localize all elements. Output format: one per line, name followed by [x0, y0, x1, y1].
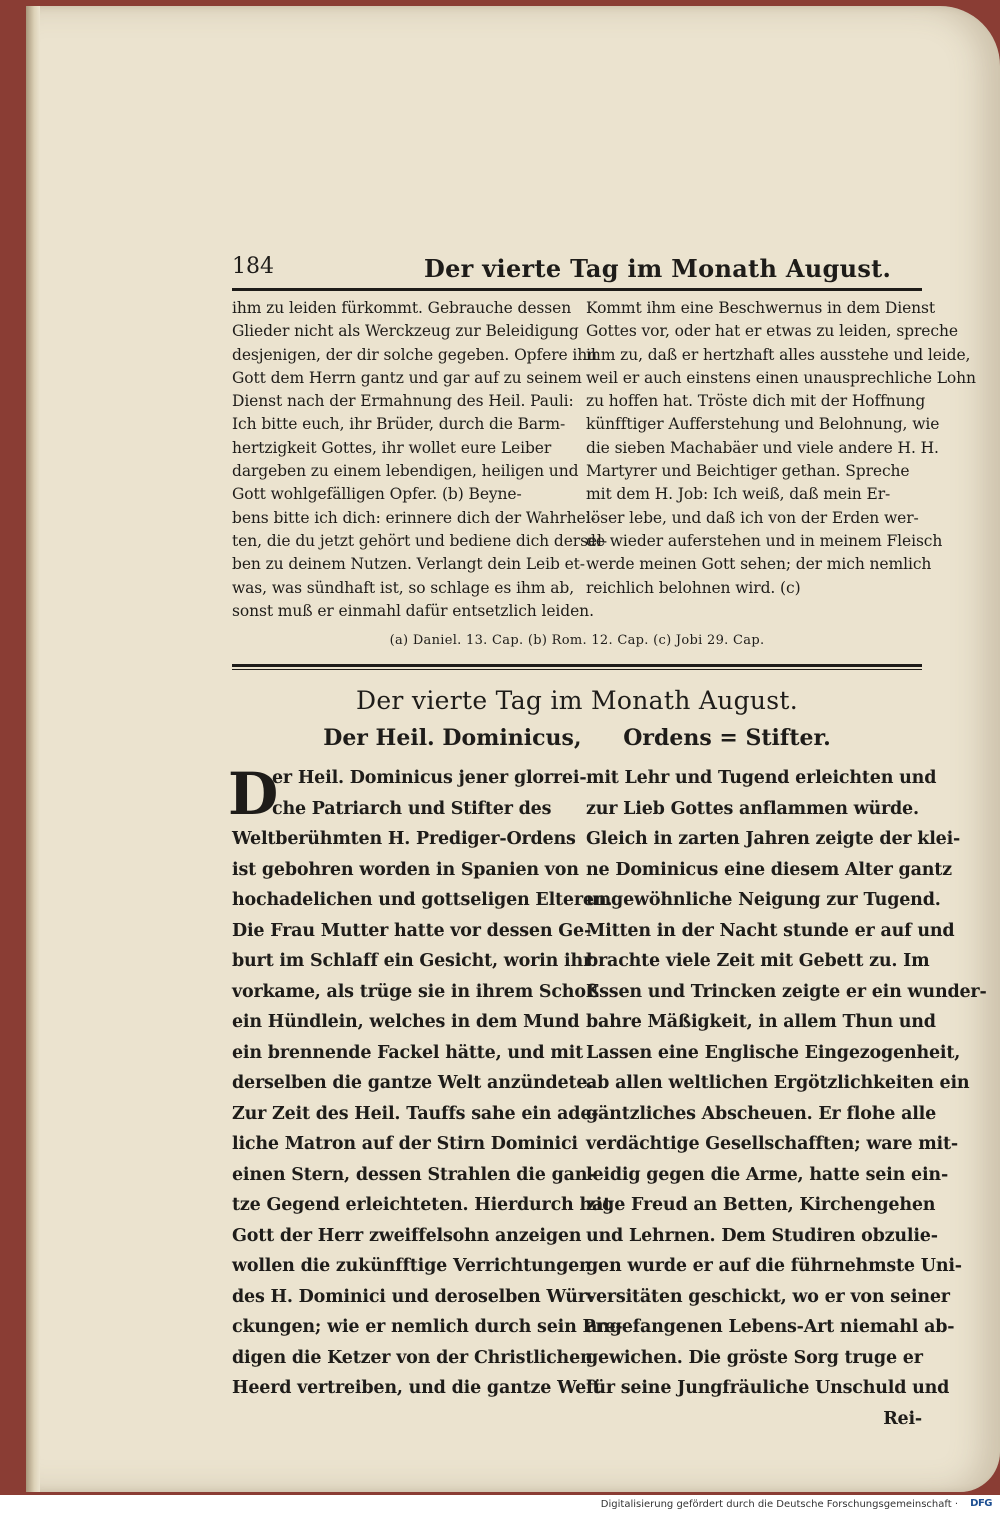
text-line: wollen die zukünfftige Verrichtungen	[232, 1256, 592, 1277]
text-line: mit Lehr und Tugend erleichten und	[586, 768, 937, 789]
upper-left-column	[232, 297, 607, 623]
section-subtitle	[232, 725, 922, 751]
text-line: liche Matron auf der Stirn Dominici	[232, 1134, 578, 1155]
text-line: Gott der Herr zweiffelsohn anzeigen	[232, 1225, 582, 1246]
text-line: Martyrer und Beichtiger gethan. Spreche	[586, 462, 910, 481]
text-line: künfftiger Aufferstehung und Belohnung, wie	[586, 415, 940, 434]
text-line: Glieder nicht als Werckzeug zur Beleidigung	[232, 322, 579, 341]
text-line: weil er auch einstens einen unausprechliche Lohn	[586, 368, 976, 387]
running-head-title: Der vierte Tag im Monath August.	[424, 254, 892, 283]
text-line: ckungen; wie er nemlich durch sein Pre-	[232, 1317, 623, 1338]
text-line: Gott dem Herrn gantz und gar auf zu seinem	[232, 368, 582, 387]
text-line: Die Frau Mutter hatte vor dessen Ge-	[232, 920, 592, 941]
text-line: dargeben zu einem lebendigen, heiligen und	[232, 462, 579, 481]
lower-columns	[228, 760, 987, 1434]
text-line: Zur Zeit des Heil. Tauffs sahe ein ade-	[232, 1103, 599, 1124]
text-line: ist gebohren worden in Spanien von	[232, 859, 579, 880]
text-line: gen wurde er auf die führnehmste Uni-	[586, 1256, 962, 1277]
text-line: ungewöhnliche Neigung zur Tugend.	[586, 890, 941, 911]
footnotes: (a) Daniel. 13. Cap. (b) Rom. 12. Cap. (c) Jobi 29. Cap.	[389, 633, 765, 649]
running-head	[232, 254, 922, 288]
text-line: Gleich in zarten Jahren zeigte der klei-	[586, 829, 961, 850]
text-line: Essen und Trincken zeigte er ein wunder-	[586, 981, 987, 1002]
funding-credit: Digitalisierung gefördert durch die Deutsche Forschungsgemeinschaft ·	[600, 1499, 958, 1510]
text-line: hertzigkeit Gottes, ihr wollet eure Leiber	[232, 438, 552, 457]
lower-left-column	[228, 760, 623, 1434]
text-line: ne Dominicus eine diesem Alter gantz	[586, 859, 952, 880]
text-line: ten, die du jetzt gehört und bediene dich dersel-	[232, 531, 607, 550]
text-line: ben zu deinem Nutzen. Verlangt dein Leib et-	[232, 555, 585, 574]
text-line: gewichen. Die gröste Sorg truge er	[586, 1347, 923, 1368]
text-line: Heerd vertreiben, und die gantze Welt	[232, 1378, 601, 1399]
text-line: desjenigen, der dir solche gegeben. Opfere ihn	[232, 345, 598, 364]
text-line: angefangenen Lebens-Art niemahl ab-	[586, 1317, 955, 1338]
text-line: versitäten geschickt, wo er von seiner	[586, 1286, 950, 1307]
text-line: tze Gegend erleichteten. Hierdurch hat	[232, 1195, 611, 1216]
text-line: digen die Ketzer von der Christlichen	[232, 1347, 593, 1368]
upper-right-column	[586, 297, 976, 623]
digitization-footer	[0, 1495, 1000, 1517]
header-rule	[232, 288, 922, 291]
section-title: Der vierte Tag im Monath August.	[355, 686, 799, 716]
text-line: bens bitte ich dich: erinnere dich der Wahrhei-	[232, 508, 596, 527]
catchword: Rei-	[883, 1408, 922, 1429]
upper-columns	[232, 297, 976, 623]
text-line: hochadelichen und gottseligen Elteren.	[232, 890, 613, 911]
text-line: und Lehrnen. Dem Studiren obzulie-	[586, 1225, 938, 1246]
text-line: ihm zu, daß er hertzhaft alles ausstehe und leide,	[586, 345, 971, 364]
section-divider	[232, 664, 922, 670]
text-line: gäntzliches Abscheuen. Er flohe alle	[586, 1103, 937, 1124]
page-content	[228, 254, 987, 1434]
text-line: Gott wohlgefälligen Opfer. (b) Beyne-	[232, 485, 522, 504]
dfg-logo-icon: DFG	[970, 1498, 992, 1509]
text-line: che Patriarch und Stifter des	[272, 798, 552, 819]
text-line: sonst muß er einmahl dafür entsetzlich leiden.	[232, 601, 594, 620]
text-line: zige Freud an Betten, Kirchengehen	[586, 1195, 936, 1216]
text-line: bahre Mäßigkeit, in allem Thun und	[586, 1012, 936, 1033]
lower-right-column	[586, 763, 987, 1434]
text-line: werde meinen Gott sehen; der mich nemlich	[586, 555, 932, 574]
text-line: einen Stern, dessen Strahlen die gan-	[232, 1164, 595, 1185]
text-line: verdächtige Gesellschafften; ware mit-	[586, 1134, 958, 1155]
text-line: Ich bitte euch, ihr Brüder, durch die Barm-	[232, 415, 566, 434]
saint-name: Der Heil. Dominicus,	[323, 725, 582, 752]
text-line: vorkame, als trüge sie in ihrem Schoß	[232, 981, 599, 1002]
text-line: Mitten in der Nacht stunde er auf und	[586, 920, 955, 941]
text-line: die sieben Machabäer und viele andere H. H.	[586, 438, 939, 457]
text-line: löser lebe, und daß ich von der Erden wer-	[586, 508, 919, 527]
text-line: burt im Schlaff ein Gesicht, worin ihr	[232, 951, 593, 972]
text-line: reichlich belohnen wird. (c)	[586, 578, 801, 597]
drop-cap: D	[228, 760, 279, 829]
text-line: des H. Dominici und deroselben Wür-	[232, 1286, 594, 1307]
text-line: mit dem H. Job: Ich weiß, daß mein Er-	[586, 485, 891, 504]
text-line: Gottes vor, oder hat er etwas zu leiden, spreche	[586, 322, 958, 341]
text-line: ein Hündlein, welches in dem Mund	[232, 1012, 580, 1033]
book-page	[26, 6, 1000, 1492]
text-line: Lassen eine Englische Eingezogenheit,	[586, 1042, 961, 1063]
text-line: was, was sündhaft ist, so schlage es ihm ab,	[232, 578, 575, 597]
text-line: für seine Jungfräuliche Unschuld und	[586, 1378, 950, 1399]
text-line: brachte viele Zeit mit Gebett zu. Im	[586, 951, 930, 972]
text-line: Kommt ihm eine Beschwernus in dem Dienst	[586, 299, 936, 317]
text-line: de wieder auferstehen und in meinem Fleisch	[586, 531, 943, 550]
text-line: ein brennende Fackel hätte, und mit	[232, 1042, 583, 1063]
text-line: ab allen weltlichen Ergötzlichkeiten ein	[586, 1073, 970, 1094]
page-edge	[26, 6, 40, 1492]
text-line: Weltberühmten H. Prediger-Ordens	[232, 829, 576, 850]
text-line: er Heil. Dominicus jener glorrei-	[272, 768, 587, 789]
text-line: Dienst nach der Ermahnung des Heil. Pauli:	[232, 392, 574, 411]
text-line: derselben die gantze Welt anzündete.	[232, 1073, 594, 1094]
text-line: zur Lieb Gottes anflammen würde.	[586, 798, 919, 819]
saint-role: Ordens = Stifter.	[623, 725, 831, 752]
text-line: ihm zu leiden fürkommt. Gebrauche dessen	[232, 299, 572, 317]
text-line: zu hoffen hat. Tröste dich mit der Hoffnung	[586, 392, 926, 411]
text-line: leidig gegen die Arme, hatte sein ein-	[586, 1164, 949, 1185]
page-number: 184	[232, 254, 274, 279]
